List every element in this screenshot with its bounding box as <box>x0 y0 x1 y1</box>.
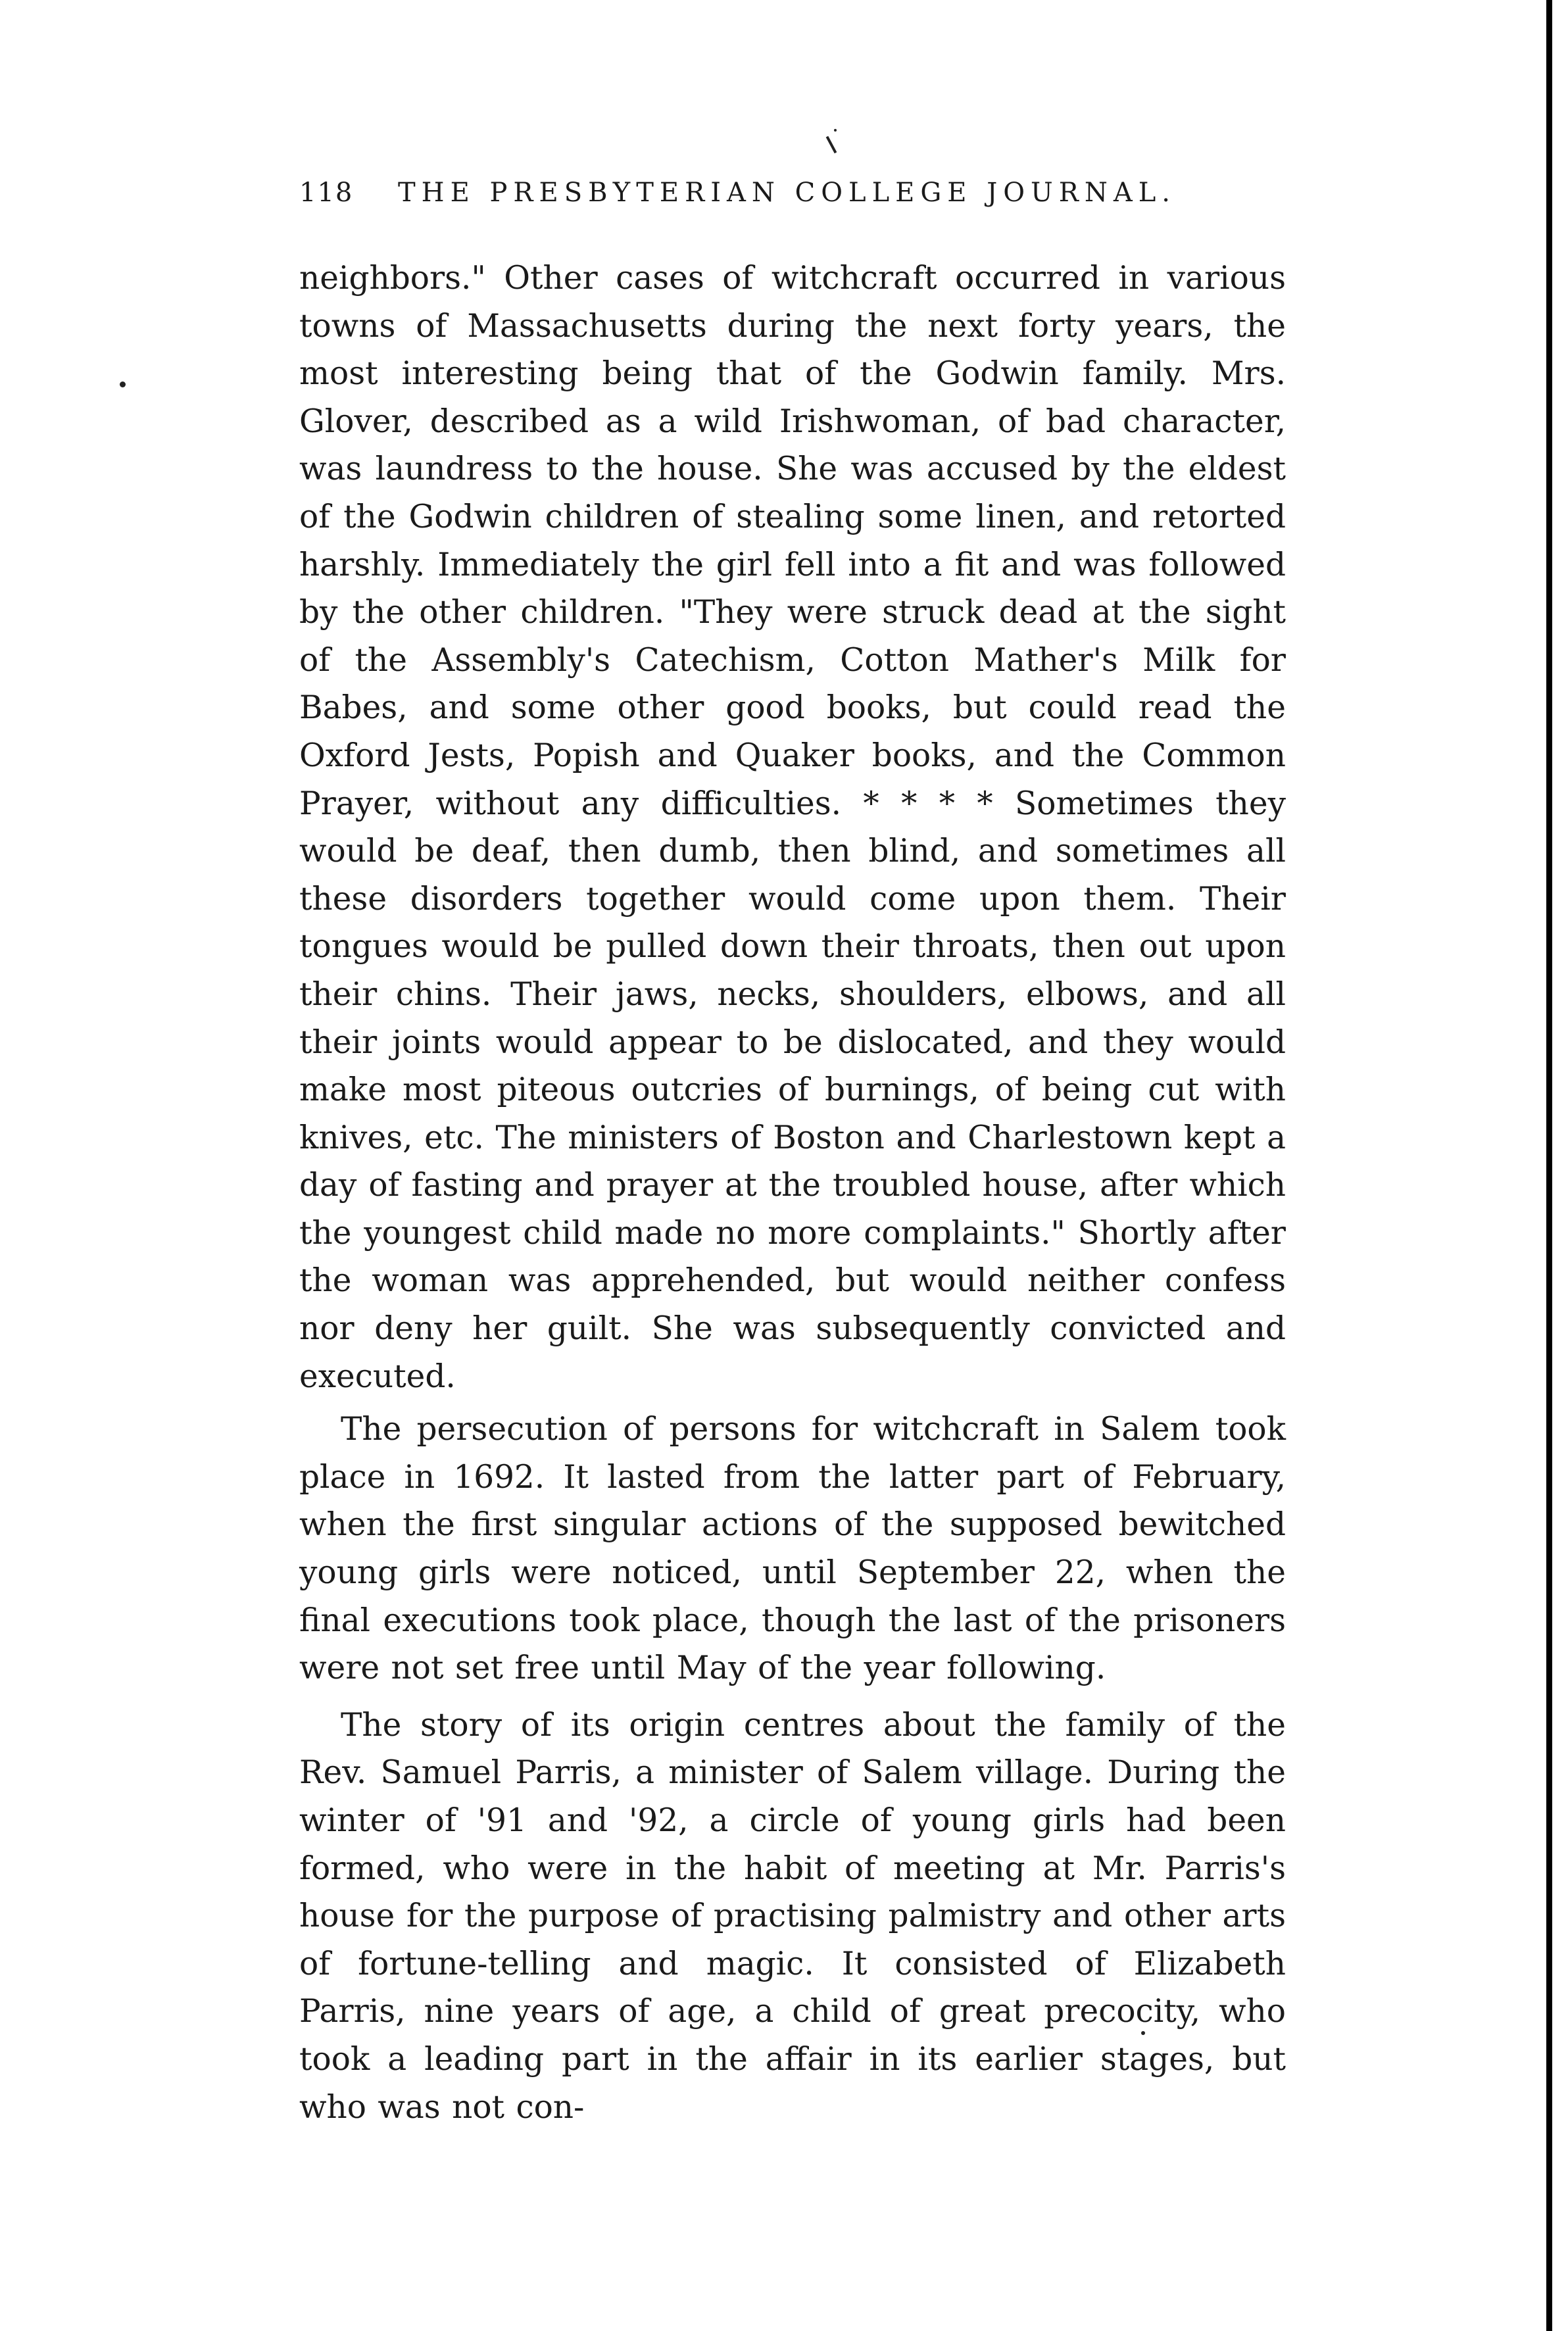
scan-speck <box>834 129 837 132</box>
scan-speck <box>1141 2031 1145 2035</box>
paragraph-origin-story: The story of its origin centres about the family of the Rev. Samuel Parris, a minister of Salem village. During the winter of '91 and '92, a circle of young girls had been formed, who were in the habit of meeting at Mr. Parris's house for the purpose of practising palmistry and other arts of fortune-telling and magic. It consisted of Elizabeth Parris, nine years of age, a child of great precocity, who took a leading part in the affair in its earlier stages, but who was not con- <box>299 1706 1286 2126</box>
running-head: THE PRESBYTERIAN COLLEGE JOURNAL. <box>398 178 1177 208</box>
scan-mark <box>826 136 837 154</box>
paragraph-continuation: neighbors." Other cases of witchcraft occurred in various towns of Massachusetts during the next forty years, the most interesting being that of the Godwin family. Mrs. Glover, described as a wild Irishwoman, of bad character, was laundress to the house. She was accused by the eldest of the Godwin children of stealing some linen, and retorted harshly. Immediately the girl fell into a fit and was followed by the other children. "They were struck dead at the sight of the Assembly's Catechism, Cotton Mather's Milk for Babes, and some other good books, but could read the Oxford Jests, Popish and Quaker books, and the Common Prayer, without any difficulties. * * * * Sometimes they would be deaf, then dumb, then blind, and sometimes all these disorders together would come upon them. Their tongues would be pulled down their throats, then out upon their chins. Their jaws, necks, shoulders, elbows, and all their joints would appear to be dislocated, and they would make most piteous outcries of burnings, of being cut with knives, etc. The ministers of Boston and Charlestown kept a day of fasting and prayer at the troubled house, after which the youngest child made no more complaints." Shortly after the woman was apprehended, but would neither confess nor deny her guilt. She was subsequently convicted and executed. <box>299 260 1286 1395</box>
scan-speck <box>120 381 126 387</box>
page-header <box>299 178 1286 224</box>
scan-edge-rule <box>1546 0 1552 2331</box>
body-text <box>299 255 1286 2131</box>
page-number: 118 <box>299 178 354 208</box>
paragraph-salem-persecution: The persecution of persons for witchcraft in Salem took place in 1692. It lasted from the latter part of February, when the first singular actions of the supposed bewitched young girls were noticed, until September 22, when the final executions took place, though the last of the prisoners were not set free until May of the year following. <box>299 1411 1286 1687</box>
